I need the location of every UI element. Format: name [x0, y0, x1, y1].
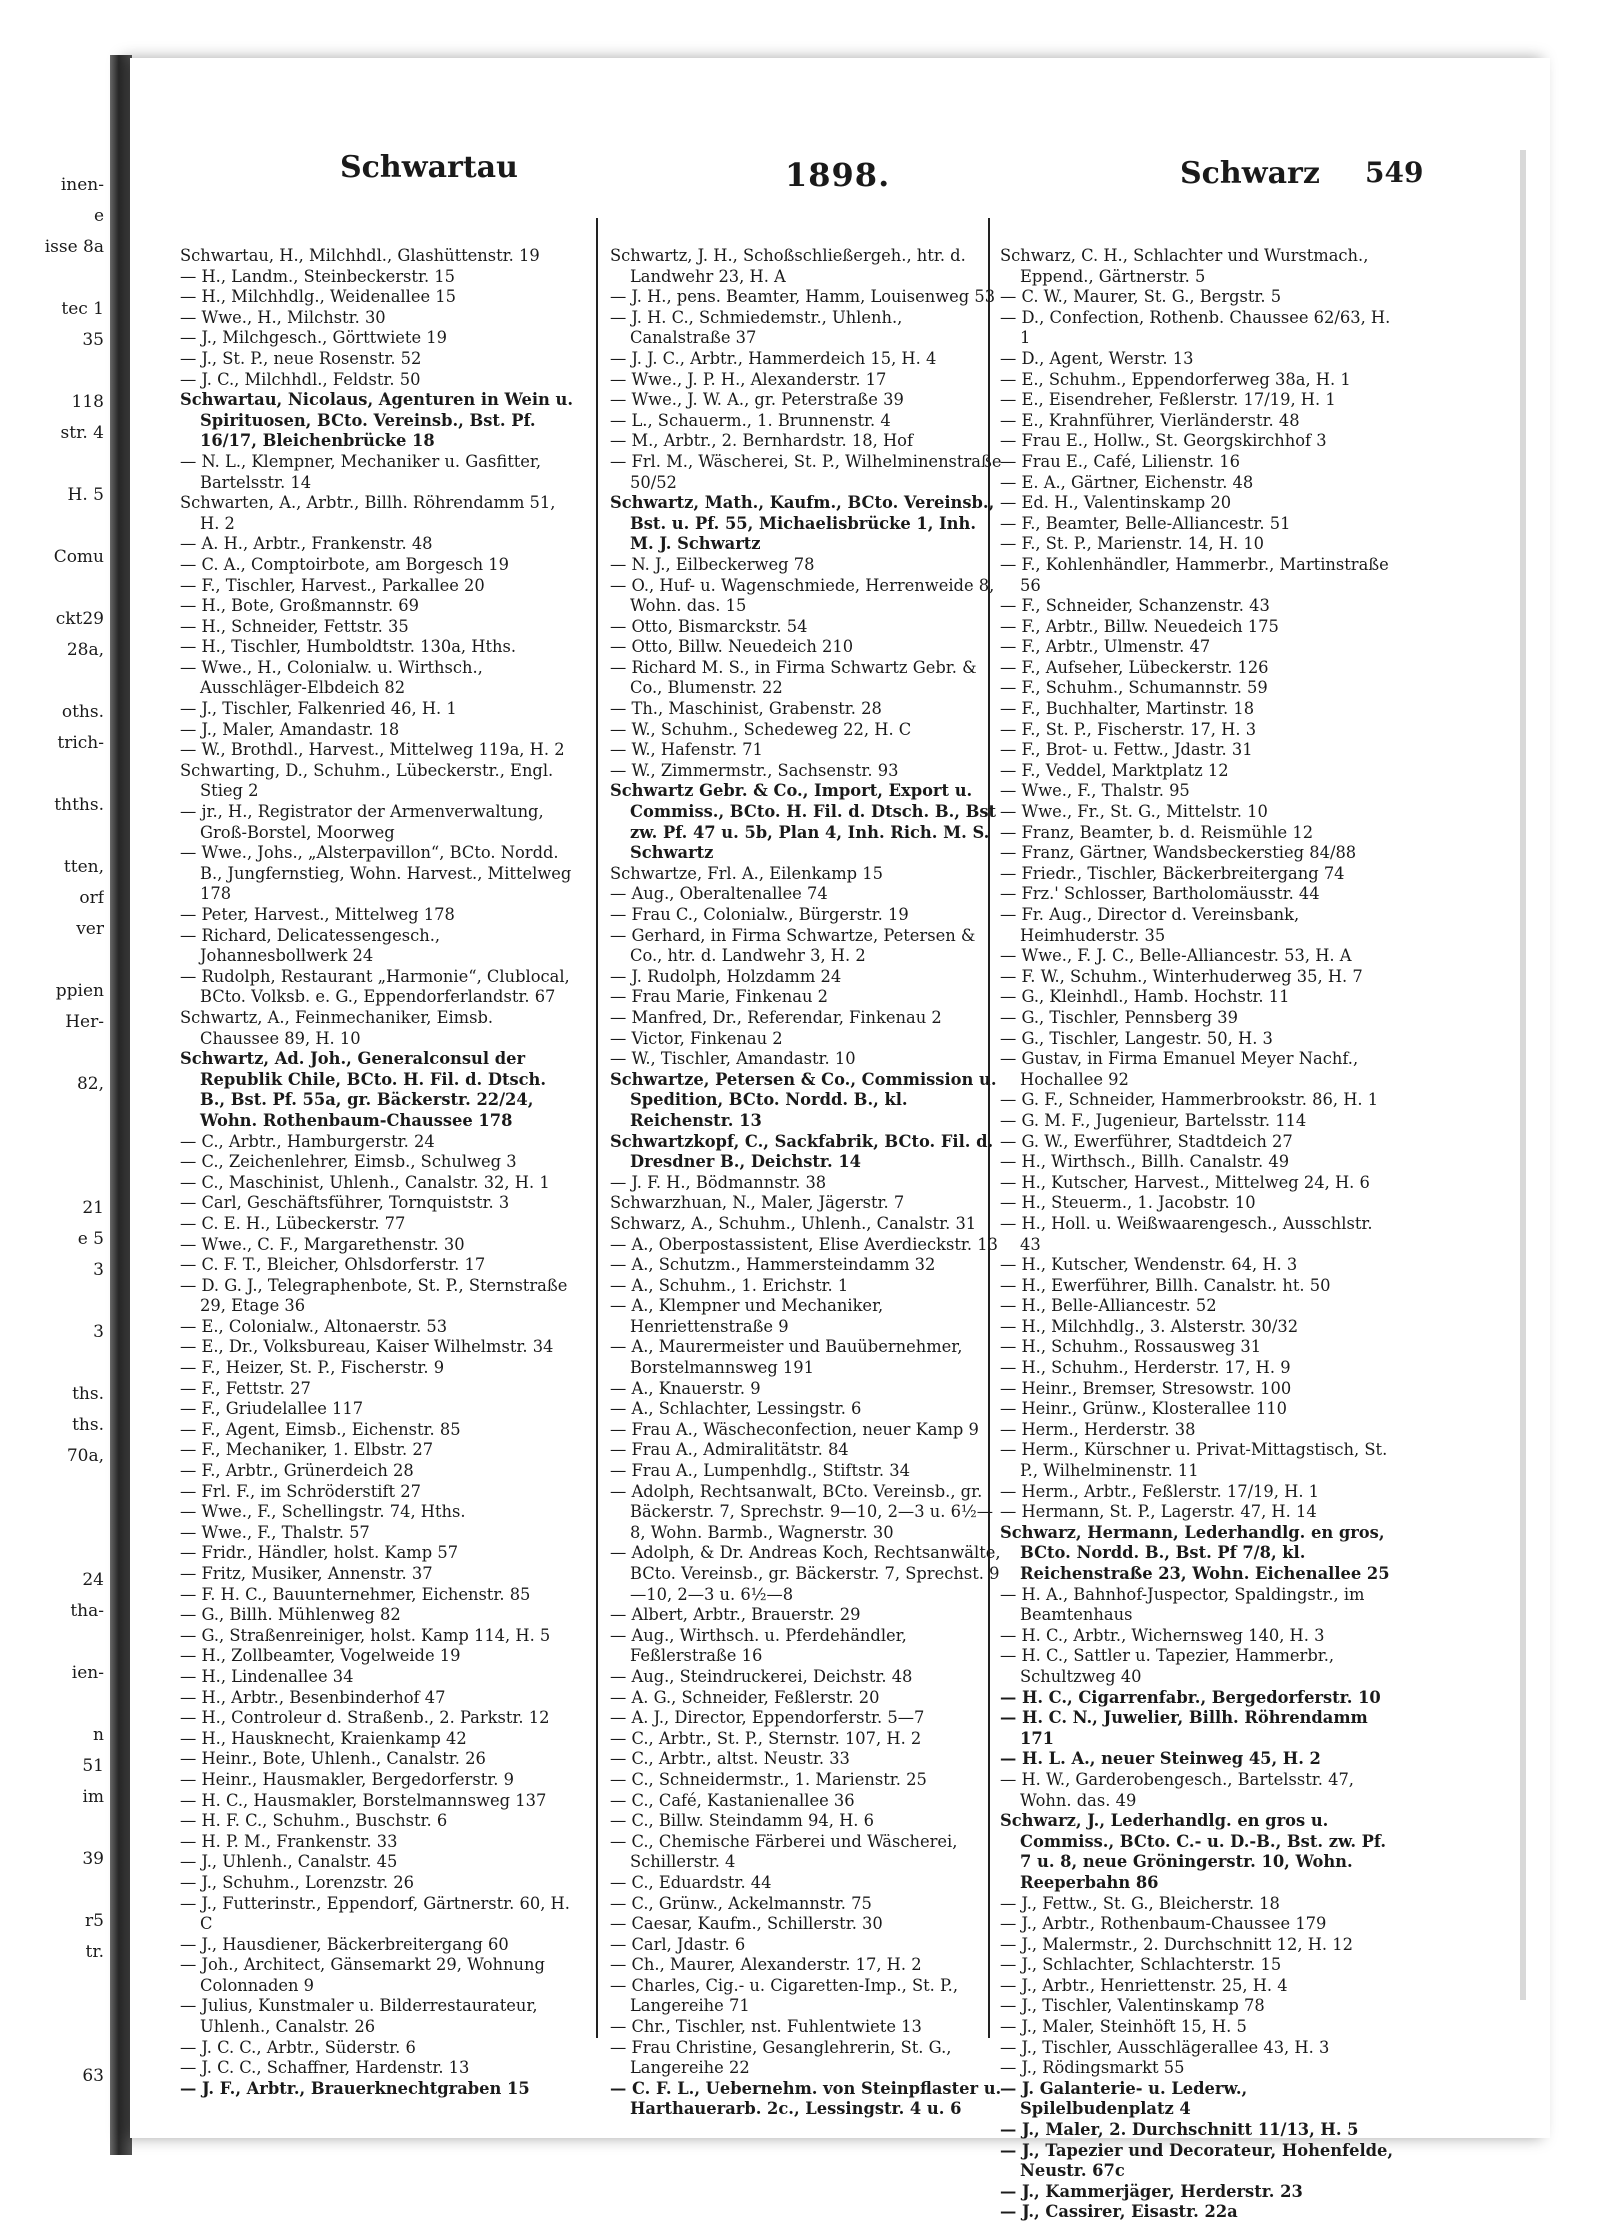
directory-entry: Schwarz, C. H., Schlachter und Wurstmach., Eppend., Gärtnerstr. 5 [1000, 246, 1369, 286]
facing-page-fragment: oths. [61, 702, 104, 722]
directory-entry: — Hermann, St. P., Lagerstr. 47, H. 14 [1000, 1502, 1317, 1522]
facing-page-fragment: ppien [55, 981, 104, 1001]
book-gutter [110, 55, 132, 2155]
directory-entry: — J. Rudolph, Holzdamm 24 [610, 966, 842, 986]
directory-entry: — C. F. T., Bleicher, Ohlsdorferstr. 17 [180, 1255, 486, 1275]
directory-entry: — Heinr., Hausmakler, Bergedorferstr. 9 [180, 1769, 514, 1789]
directory-entry: — L., Schauerm., 1. Brunnenstr. 4 [610, 410, 891, 430]
directory-entry: — G. M. F., Jugenieur, Bartelsstr. 114 [1000, 1110, 1307, 1130]
facing-page-fragment: ths. [72, 1415, 104, 1435]
directory-entry: — H. C., Sattler u. Tapezier, Hammerbr., Schultzweg 40 [1000, 1646, 1335, 1686]
directory-entry: — J. Galanterie- u. Lederw., Spilelbudenplatz 4 [1000, 2078, 1248, 2119]
directory-entry: — J., Milchgesch., Görttwiete 19 [180, 328, 448, 348]
directory-entry: — J., Maler, Steinhöft 15, H. 5 [1000, 2017, 1247, 2037]
directory-entry: — E., Krahnführer, Vierländerstr. 48 [1000, 410, 1300, 430]
directory-entry: — J., Arbtr., Henriettenstr. 25, H. 4 [1000, 1975, 1288, 1995]
directory-entry: — H., Milchhdlg., Weidenallee 15 [180, 287, 457, 307]
directory-entry: — H., Kutscher, Wendenstr. 64, H. 3 [1000, 1255, 1298, 1275]
directory-entry: — C. F. L., Uebernehm. von Steinpflaster u. Harthauerarb. 2c., Lessingstr. 4 u. 6 [610, 2078, 1002, 2119]
directory-entry: — A., Knauerstr. 9 [610, 1378, 761, 1398]
directory-entry: — Wwe., F., Thalstr. 95 [1000, 781, 1190, 801]
facing-page-fragment: 3 [93, 1322, 104, 1342]
directory-entry: — Frau A., Admiralitätstr. 84 [610, 1440, 849, 1460]
facing-page-fragment: inen- [60, 175, 104, 195]
directory-entry: — A. J., Director, Eppendorferstr. 5—7 [610, 1708, 925, 1728]
facing-page-fragment: Her- [65, 1012, 104, 1032]
directory-entry: — H., Schuhm., Herderstr. 17, H. 9 [1000, 1358, 1291, 1378]
directory-entry: — W., Hafenstr. 71 [610, 740, 763, 760]
facing-page-fragment: 24 [82, 1570, 104, 1590]
directory-entry: — J., Schlachter, Schlachterstr. 15 [1000, 1955, 1282, 1975]
directory-entry: — Frz.' Schlosser, Bartholomäusstr. 44 [1000, 884, 1320, 904]
facing-page-fragment: n [93, 1725, 104, 1745]
directory-entry: — H. W., Garderobengesch., Bartelsstr. 47, Wohn. das. 49 [1000, 1769, 1354, 1810]
directory-entry: — F., Veddel, Marktplatz 12 [1000, 760, 1229, 780]
directory-entry: — C. A., Comptoirbote, am Borgesch 19 [180, 554, 509, 574]
directory-entry: — D., Confection, Rothenb. Chaussee 62/63, H. 1 [1000, 307, 1391, 348]
directory-entry: — C., Schneidermstr., 1. Marienstr. 25 [610, 1769, 927, 1789]
directory-entry: — Th., Maschinist, Grabenstr. 28 [610, 699, 882, 719]
directory-entry: — G., Kleinhdl., Hamb. Hochstr. 11 [1000, 987, 1290, 1007]
directory-entry: — Frl. M., Wäscherei, St. P., Wilhelminenstraße 50/52 [610, 451, 1002, 492]
directory-entry: — J. C., Milchhdl., Feldstr. 50 [180, 369, 421, 389]
directory-entry: — A., Schutzm., Hammersteindamm 32 [610, 1255, 936, 1275]
directory-entry: — Heinr., Bote, Uhlenh., Canalstr. 26 [180, 1749, 486, 1769]
directory-entry: — J., Schuhm., Lorenzstr. 26 [180, 1872, 414, 1892]
column-rule [596, 218, 598, 2038]
directory-entry: — E., Colonialw., Altonaerstr. 53 [180, 1316, 448, 1336]
page-number: 549 [1365, 156, 1424, 189]
directory-entry: — F., Schneider, Schanzenstr. 43 [1000, 596, 1270, 616]
directory-entry: — E., Eisendreher, Feßlerstr. 17/19, H. 1 [1000, 390, 1336, 410]
directory-entry: — Aug., Wirthsch. u. Pferdehändler, Feßlerstraße 16 [610, 1625, 907, 1666]
facing-page-fragment: e [93, 206, 104, 226]
page-edge-shadow [1520, 150, 1526, 2000]
directory-entry: — G. F., Schneider, Hammerbrookstr. 86, H. 1 [1000, 1090, 1379, 1110]
directory-entry: — Carl, Geschäftsführer, Tornquiststr. 3 [180, 1193, 510, 1213]
directory-entry: — F., Aufseher, Lübeckerstr. 126 [1000, 657, 1269, 677]
directory-entry: — F., Arbtr., Ulmenstr. 47 [1000, 637, 1211, 657]
directory-entry: — G., Billh. Mühlenweg 82 [180, 1605, 401, 1625]
directory-entry: — J., Arbtr., Rothenbaum-Chaussee 179 [1000, 1914, 1327, 1934]
facing-page-fragment: 118 [71, 392, 104, 412]
directory-entry: — J. H., pens. Beamter, Hamm, Louisenweg 53 [610, 287, 996, 307]
directory-entry: — Victor, Finkenau 2 [610, 1028, 783, 1048]
directory-entry: Schwartz, Math., Kaufm., BCto. Vereinsb., Bst. u. Pf. 55, Michaelisbrücke 1, Inh. M. J. Schwartz [610, 493, 995, 554]
directory-entry: — Frau E., Café, Lilienstr. 16 [1000, 451, 1241, 471]
directory-entry: — W., Brothdl., Harvest., Mittelweg 119a, H. 2 [180, 740, 565, 760]
directory-entry: — J., Maler, 2. Durchschnitt 11/13, H. 5 [1000, 2120, 1359, 2140]
directory-entry: — Friedr., Tischler, Bäckerbreitergang 74 [1000, 863, 1345, 883]
directory-entry: — Otto, Bismarckstr. 54 [610, 616, 808, 636]
facing-page-fragment: tec 1 [61, 299, 104, 319]
directory-entry: — J., St. P., neue Rosenstr. 52 [180, 348, 422, 368]
directory-entry: — F., Brot- u. Fettw., Jdastr. 31 [1000, 740, 1253, 760]
facing-page-fragment: 70a, [66, 1446, 104, 1466]
directory-entry: — Frau Marie, Finkenau 2 [610, 987, 828, 1007]
running-head-right: Schwarz [1180, 156, 1320, 191]
directory-entry: — J. C. C., Schaffner, Hardenstr. 13 [180, 2058, 470, 2078]
directory-entry: — F., Buchhalter, Martinstr. 18 [1000, 699, 1255, 719]
directory-entry: — E. A., Gärtner, Eichenstr. 48 [1000, 472, 1254, 492]
directory-entry: — Rudolph, Restaurant „Harmonie“, Clublocal, BCto. Volksb. e. G., Eppendorferlandstr. 67 [180, 966, 570, 1007]
directory-entry: — D. G. J., Telegraphenbote, St. P., Sternstraße 29, Etage 36 [180, 1275, 568, 1316]
directory-entry: — Wwe., C. F., Margarethenstr. 30 [180, 1234, 465, 1254]
directory-entry: — H., Wirthsch., Billh. Canalstr. 49 [1000, 1152, 1290, 1172]
directory-entry: — O., Huf- u. Wagenschmiede, Herrenweide 8, Wohn. das. 15 [610, 575, 995, 616]
facing-page-fragment: H. 5 [67, 485, 104, 505]
facing-page-fragment: ver [76, 919, 104, 939]
facing-page-fragment: r5 [85, 1911, 104, 1931]
directory-entry: — Wwe., J. P. H., Alexanderstr. 17 [610, 369, 887, 389]
facing-page-fragment: im [82, 1787, 104, 1807]
directory-column-2 [610, 246, 1005, 2120]
directory-entry: — C. W., Maurer, St. G., Bergstr. 5 [1000, 287, 1282, 307]
directory-entry: — Ed. H., Valentinskamp 20 [1000, 493, 1232, 513]
directory-entry: — H., Hausknecht, Kraienkamp 42 [180, 1728, 467, 1748]
directory-entry: — F., Arbtr., Billw. Neuedeich 175 [1000, 616, 1279, 636]
directory-entry: — Gustav, in Firma Emanuel Meyer Nachf., Hochallee 92 [1000, 1049, 1359, 1089]
facing-page-fragment: tten, [63, 857, 104, 877]
directory-entry: — H., Lindenallee 34 [180, 1666, 354, 1686]
facing-page-fragment: ths. [72, 1384, 104, 1404]
directory-entry: — H. L. A., neuer Steinweg 45, H. 2 [1000, 1749, 1321, 1769]
directory-entry: — Aug., Oberaltenallee 74 [610, 884, 828, 904]
facing-page-fragment: tr. [85, 1942, 104, 1962]
directory-entry: — A., Schuhm., 1. Erichstr. 1 [610, 1275, 849, 1295]
directory-entry: — Wwe., H., Colonialw. u. Wirthsch., Ausschläger-Elbdeich 82 [180, 657, 483, 698]
directory-entry: — Carl, Jdastr. 6 [610, 1934, 746, 1954]
directory-entry: — H., Ewerführer, Billh. Canalstr. ht. 50 [1000, 1275, 1331, 1295]
directory-entry: — C. E. H., Lübeckerstr. 77 [180, 1213, 406, 1233]
directory-entry: — F., Fettstr. 27 [180, 1378, 311, 1398]
directory-entry: — G., Tischler, Langestr. 50, H. 3 [1000, 1028, 1273, 1048]
directory-entry: — H., Holl. u. Weißwaarengesch., Ausschlstr. 43 [1000, 1213, 1373, 1254]
directory-entry: — Wwe., J. W. A., gr. Peterstraße 39 [610, 390, 904, 410]
directory-entry: — H., Controleur d. Straßenb., 2. Parkstr. 12 [180, 1708, 550, 1728]
directory-entry: — H., Zollbeamter, Vogelweide 19 [180, 1646, 461, 1666]
directory-entry: — H., Bote, Großmannstr. 69 [180, 596, 420, 616]
directory-entry: — J., Futterinstr., Eppendorf, Gärtnerstr. 60, H. C [180, 1893, 570, 1934]
directory-entry: — F., St. P., Fischerstr. 17, H. 3 [1000, 719, 1257, 739]
directory-entry: — G., Tischler, Pennsberg 39 [1000, 1007, 1238, 1027]
facing-page-fragment: 3 [93, 1260, 104, 1280]
directory-entry: — Wwe., Johs., „Alsterpavillon“, BCto. Nordd. B., Jungfernstieg, Wohn. Harvest., Mittelweg 178 [180, 843, 572, 904]
directory-entry: — J., Tischler, Falkenried 46, H. 1 [180, 699, 457, 719]
directory-entry: — C., Chemische Färberei und Wäscherei, Schillerstr. 4 [610, 1831, 958, 1872]
directory-entry: — E., Schuhm., Eppendorferweg 38a, H. 1 [1000, 369, 1351, 389]
directory-entry: — N. J., Eilbeckerweg 78 [610, 554, 815, 574]
directory-entry: — Herm., Kürschner u. Privat-Mittagstisch, St. P., Wilhelminenstr. 11 [1000, 1440, 1388, 1481]
directory-entry: — G., Straßenreiniger, holst. Kamp 114, H. 5 [180, 1625, 551, 1645]
directory-entry: — F., Tischler, Harvest., Parkallee 20 [180, 575, 485, 595]
directory-entry: — N. L., Klempner, Mechaniker u. Gasfitter, Bartelsstr. 14 [180, 451, 542, 492]
directory-entry: — G. W., Ewerführer, Stadtdeich 27 [1000, 1131, 1293, 1151]
directory-entry: — C., Maschinist, Uhlenh., Canalstr. 32, H. 1 [180, 1172, 550, 1192]
directory-entry: — H., Milchhdlg., 3. Alsterstr. 30/32 [1000, 1316, 1299, 1336]
facing-page-fragment: Comu [53, 547, 104, 567]
directory-entry: — H., Arbtr., Besenbinderhof 47 [180, 1687, 446, 1707]
directory-entry: — Richard, Delicatessengesch., Johannesbollwerk 24 [180, 925, 441, 966]
directory-entry: — J., Uhlenh., Canalstr. 45 [180, 1852, 398, 1872]
directory-entry: — F., Mechaniker, 1. Elbstr. 27 [180, 1440, 434, 1460]
facing-page-fragment: 39 [82, 1849, 104, 1869]
directory-entry: — W., Schuhm., Schedeweg 22, H. C [610, 719, 912, 739]
directory-entry: — F., Griudelallee 117 [180, 1399, 364, 1419]
directory-entry: — J. F., Arbtr., Brauerknechtgraben 15 [180, 2078, 530, 2098]
directory-entry: — H., Schuhm., Rossausweg 31 [1000, 1337, 1262, 1357]
page-header [180, 150, 1425, 196]
directory-entry: — Joh., Architect, Gänsemarkt 29, Wohnung Colonnaden 9 [180, 1955, 545, 1995]
directory-entry: — F. W., Schuhm., Winterhuderweg 35, H. 7 [1000, 966, 1363, 986]
directory-entry: — F., Beamter, Belle-Alliancestr. 51 [1000, 513, 1291, 533]
facing-page-fragment: 63 [82, 2066, 104, 2086]
directory-entry: — C., Zeichenlehrer, Eimsb., Schulweg 3 [180, 1152, 517, 1172]
directory-entry: — J., Tapezier und Decorateur, Hohenfelde, Neustr. 67c [1000, 2140, 1394, 2181]
directory-entry: — H., Belle-Alliancestr. 52 [1000, 1296, 1217, 1316]
directory-entry: — A. H., Arbtr., Frankenstr. 48 [180, 534, 433, 554]
facing-page-fragment: orf [79, 888, 104, 908]
directory-entry: — Frau Christine, Gesanglehrerin, St. G., Langereihe 22 [610, 2037, 952, 2078]
directory-entry: — J. J. C., Arbtr., Hammerdeich 15, H. 4 [610, 348, 937, 368]
directory-entry: — M., Arbtr., 2. Bernhardstr. 18, Hof [610, 431, 913, 451]
directory-entry: — Wwe., Fr., St. G., Mittelstr. 10 [1000, 802, 1268, 822]
directory-entry: — A., Schlachter, Lessingstr. 6 [610, 1399, 862, 1419]
facing-page-fragment: ien- [71, 1663, 104, 1683]
directory-entry: — F., Arbtr., Grünerdeich 28 [180, 1461, 414, 1481]
directory-entry: — C., Café, Kastanienallee 36 [610, 1790, 855, 1810]
directory-entry: — H. F. C., Schuhm., Buschstr. 6 [180, 1811, 448, 1831]
directory-entry: — jr., H., Registrator der Armenverwaltung, Groß-Borstel, Moorweg [180, 802, 544, 842]
directory-entry: Schwarz, Hermann, Lederhandlg. en gros, BCto. Nordd. B., Bst. Pf 7/8, kl. Reichenstraße 23, Wohn. Eichenallee 25 [1000, 1522, 1390, 1583]
facing-page-fragment: thths. [54, 795, 104, 815]
directory-entry: Schwartzkopf, C., Sackfabrik, BCto. Fil. d. Dresdner B., Deichstr. 14 [610, 1131, 994, 1172]
facing-page-fragment: tha- [70, 1601, 104, 1621]
directory-entry: — C., Arbtr., Hamburgerstr. 24 [180, 1131, 435, 1151]
directory-entry: — J. F. H., Bödmannstr. 38 [610, 1172, 827, 1192]
directory-entry: — Heinr., Grünw., Klosterallee 110 [1000, 1399, 1287, 1419]
directory-entry: — H. P. M., Frankenstr. 33 [180, 1831, 398, 1851]
directory-entry: — J., Fettw., St. G., Bleicherstr. 18 [1000, 1893, 1280, 1913]
facing-page-fragment: 35 [82, 330, 104, 350]
directory-entry: — Albert, Arbtr., Brauerstr. 29 [610, 1605, 861, 1625]
directory-column-3 [1000, 246, 1395, 2223]
running-head-left: Schwartau [340, 150, 518, 185]
directory-entry: — Wwe., F. J. C., Belle-Alliancestr. 53, H. A [1000, 946, 1352, 966]
directory-entry: — Aug., Steindruckerei, Deichstr. 48 [610, 1666, 913, 1686]
directory-entry: Schwarten, A., Arbtr., Billh. Röhrendamm 51, H. 2 [180, 493, 556, 533]
directory-entry: — C., Eduardstr. 44 [610, 1872, 772, 1892]
directory-entry: — F., Heizer, St. P., Fischerstr. 9 [180, 1358, 445, 1378]
directory-entry: — Frau C., Colonialw., Bürgerstr. 19 [610, 905, 909, 924]
directory-entry: Schwartz, A., Feinmechaniker, Eimsb. Chaussee 89, H. 10 [180, 1007, 494, 1048]
directory-entry: — Adolph, Rechtsanwalt, BCto. Vereinsb., gr. Bäckerstr. 7, Sprechstr. 9—10, 2—3 u. 6½—8, Wohn. Barmb., Wagnerstr. 30 [610, 1481, 994, 1542]
directory-entry: — J., Maler, Amandastr. 18 [180, 719, 400, 739]
facing-page-fragment: e 5 [77, 1229, 104, 1249]
directory-entry: — J., Rödingsmarkt 55 [1000, 2058, 1185, 2078]
directory-entry: Schwarting, D., Schuhm., Lübeckerstr., Engl. Stieg 2 [180, 760, 554, 801]
directory-entry: — Charles, Cig.- u. Cigaretten-Imp., St. P., Langereihe 71 [610, 1975, 959, 2016]
directory-entry: — Wwe., F., Thalstr. 57 [180, 1522, 370, 1542]
directory-entry: — H. C. N., Juwelier, Billh. Röhrendamm 171 [1000, 1708, 1368, 1748]
directory-column-1 [180, 246, 575, 2099]
directory-entry: — Fritz, Musiker, Annenstr. 37 [180, 1564, 433, 1583]
directory-entry: — Ch., Maurer, Alexanderstr. 17, H. 2 [610, 1955, 922, 1975]
directory-entry: — Adolph, & Dr. Andreas Koch, Rechtsanwälte, BCto. Vereinsb., gr. Bäckerstr. 7, Sprechst. 9—10, 2—3 u. 6½—8 [610, 1543, 1001, 1604]
directory-entry: — F., Agent, Eimsb., Eichenstr. 85 [180, 1419, 461, 1439]
directory-entry: — J. C. C., Arbtr., Süderstr. 6 [180, 2037, 416, 2057]
directory-entry: — F., Kohlenhändler, Hammerbr., Martinstraße 56 [1000, 554, 1389, 595]
facing-page-fragment: 21 [82, 1198, 104, 1218]
directory-entry: — H. C., Hausmakler, Borstelmannsweg 137 [180, 1790, 547, 1810]
directory-entry: — H. C., Cigarrenfabr., Bergedorferstr. 10 [1000, 1687, 1381, 1707]
directory-entry: — J., Tischler, Valentinskamp 78 [1000, 1996, 1265, 2016]
directory-entry: — Wwe., H., Milchstr. 30 [180, 307, 386, 327]
directory-entry: — W., Tischler, Amandastr. 10 [610, 1049, 856, 1069]
directory-entry: — Chr., Tischler, nst. Fuhlentwiete 13 [610, 2017, 922, 2037]
directory-entry: Schwarz, A., Schuhm., Uhlenh., Canalstr. 31 [610, 1213, 977, 1233]
directory-entry: Schwarzhuan, N., Maler, Jägerstr. 7 [610, 1193, 905, 1213]
directory-entry: — H., Steuerm., 1. Jacobstr. 10 [1000, 1193, 1256, 1213]
facing-page-fragment: isse 8a [44, 237, 104, 257]
directory-entry: — C., Grünw., Ackelmannstr. 75 [610, 1893, 872, 1913]
directory-entry: — Fr. Aug., Director d. Vereinsbank, Heimhuderstr. 35 [1000, 905, 1300, 945]
directory-entry: — Peter, Harvest., Mittelweg 178 [180, 905, 455, 924]
directory-entry: — D., Agent, Werstr. 13 [1000, 348, 1194, 368]
facing-page-fragment: 82, [76, 1074, 104, 1094]
directory-entry: Schwartze, Petersen & Co., Commission u. Spedition, BCto. Nordd. B., kl. Reichenstr. 13 [610, 1069, 997, 1130]
directory-entry: — J. H. C., Schmiedemstr., Uhlenh., Canalstraße 37 [610, 307, 903, 348]
directory-entry: — H., Schneider, Fettstr. 35 [180, 616, 409, 636]
directory-entry: Schwartz Gebr. & Co., Import, Export u. Commiss., BCto. H. Fil. d. Dtsch. B., Bst zw. Pf. 47 u. 5b, Plan 4, Inh. Rich. M. S. Schwartz [610, 781, 997, 863]
directory-entry: — C., Billw. Steindamm 94, H. 6 [610, 1811, 874, 1831]
directory-entry: — J., Hausdiener, Bäckerbreitergang 60 [180, 1934, 509, 1954]
directory-entry: — Frau A., Wäscheconfection, neuer Kamp 9 [610, 1419, 979, 1439]
directory-entry: — H. C., Arbtr., Wichernsweg 140, H. 3 [1000, 1625, 1325, 1645]
directory-entry: — Frau E., Hollw., St. Georgskirchhof 3 [1000, 431, 1327, 451]
directory-entry: — Gerhard, in Firma Schwartze, Petersen & Co., htr. d. Landwehr 3, H. 2 [610, 925, 976, 966]
directory-entry: — Heinr., Bremser, Stresowstr. 100 [1000, 1378, 1292, 1398]
facing-page-fragment: ckt29 [55, 609, 104, 629]
facing-page-fragment: trich- [57, 733, 104, 753]
directory-entry: — Julius, Kunstmaler u. Bilderrestaurateur, Uhlenh., Canalstr. 26 [180, 1996, 538, 2037]
directory-entry: — F., Schuhm., Schumannstr. 59 [1000, 678, 1268, 698]
directory-entry: — A., Klempner und Mechaniker, Henriettenstraße 9 [610, 1296, 884, 1336]
directory-entry: — J., Tischler, Ausschlägerallee 43, H. 3 [1000, 2037, 1330, 2057]
directory-entry: — Frau A., Lumpenhdlg., Stiftstr. 34 [610, 1461, 910, 1481]
directory-entry: — Franz, Gärtner, Wandsbeckerstieg 84/88 [1000, 843, 1357, 863]
directory-entry: — Frl. F., im Schröderstift 27 [180, 1481, 421, 1501]
directory-entry: — J., Kammerjäger, Herderstr. 23 [1000, 2181, 1303, 2201]
directory-entry: — H., Tischler, Humboldtstr. 130a, Hths. [180, 637, 517, 657]
directory-entry: — A., Maurermeister und Bauübernehmer, Borstelmannsweg 191 [610, 1337, 963, 1378]
directory-entry: — Fridr., Händler, holst. Kamp 57 [180, 1543, 459, 1563]
directory-entry: — E., Dr., Volksbureau, Kaiser Wilhelmstr. 34 [180, 1337, 554, 1357]
facing-page-fragment: 28a, [66, 640, 104, 660]
facing-page-fragment: str. 4 [60, 423, 104, 443]
facing-page-fragment: 51 [82, 1756, 104, 1776]
directory-entry: — A., Oberpostassistent, Elise Averdieckstr. 13 [610, 1234, 998, 1254]
directory-entry: Schwartze, Frl. A., Eilenkamp 15 [610, 863, 883, 883]
directory-entry: — Caesar, Kaufm., Schillerstr. 30 [610, 1914, 883, 1934]
directory-entry: — Herm., Arbtr., Feßlerstr. 17/19, H. 1 [1000, 1481, 1320, 1501]
directory-entry: — H., Kutscher, Harvest., Mittelweg 24, H. 6 [1000, 1172, 1370, 1192]
directory-entry: — A. G., Schneider, Feßlerstr. 20 [610, 1687, 880, 1707]
directory-entry: — Herm., Herderstr. 38 [1000, 1419, 1196, 1439]
directory-entry: Schwartau, H., Milchhdl., Glashüttenstr. 19 [180, 246, 540, 265]
directory-entry: — F., St. P., Marienstr. 14, H. 10 [1000, 534, 1265, 554]
directory-entry: — Wwe., F., Schellingstr. 74, Hths. [180, 1502, 466, 1522]
running-head-year: 1898. [785, 156, 891, 194]
directory-entry: — C., Arbtr., altst. Neustr. 33 [610, 1749, 850, 1769]
directory-entry: — C., Arbtr., St. P., Sternstr. 107, H. 2 [610, 1728, 922, 1748]
directory-entry: — H., Landm., Steinbeckerstr. 15 [180, 266, 456, 286]
directory-entry: — W., Zimmermstr., Sachsenstr. 93 [610, 760, 899, 780]
directory-entry: Schwartau, Nicolaus, Agenturen in Wein u. Spirituosen, BCto. Vereinsb., Bst. Pf. 16/17, Bleichenbrücke 18 [180, 390, 574, 451]
directory-entry: — H. A., Bahnhof-Juspector, Spaldingstr., im Beamtenhaus [1000, 1584, 1365, 1625]
directory-entry: Schwartz, Ad. Joh., Generalconsul der Republik Chile, BCto. H. Fil. d. Dtsch. B., Bst. Pf. 55a, gr. Bäckerstr. 22/24, Wohn. Rothenbaum-Chaussee 178 [180, 1049, 547, 1130]
directory-entry: — Richard M. S., in Firma Schwartz Gebr. & Co., Blumenstr. 22 [610, 657, 977, 698]
directory-entry: — Franz, Beamter, b. d. Reismühle 12 [1000, 822, 1314, 842]
directory-entry: Schwartz, J. H., Schoßschließergeh., htr. d. Landwehr 23, H. A [610, 246, 966, 286]
directory-entry: — J., Cassirer, Eisastr. 22a [1000, 2202, 1238, 2222]
directory-entry: — F. H. C., Bauunternehmer, Eichenstr. 85 [180, 1584, 531, 1604]
directory-entry: — Manfred, Dr., Referendar, Finkenau 2 [610, 1007, 942, 1027]
directory-entry: — J., Malermstr., 2. Durchschnitt 12, H. 12 [1000, 1934, 1353, 1954]
directory-entry: Schwarz, J., Lederhandlg. en gros u. Commiss., BCto. C.- u. D.-B., Bst. zw. Pf. 7 u. 8, neue Gröningerstr. 10, Wohn. Reeperbahn 86 [1000, 1811, 1386, 1892]
directory-entry: — Otto, Billw. Neuedeich 210 [610, 637, 854, 657]
